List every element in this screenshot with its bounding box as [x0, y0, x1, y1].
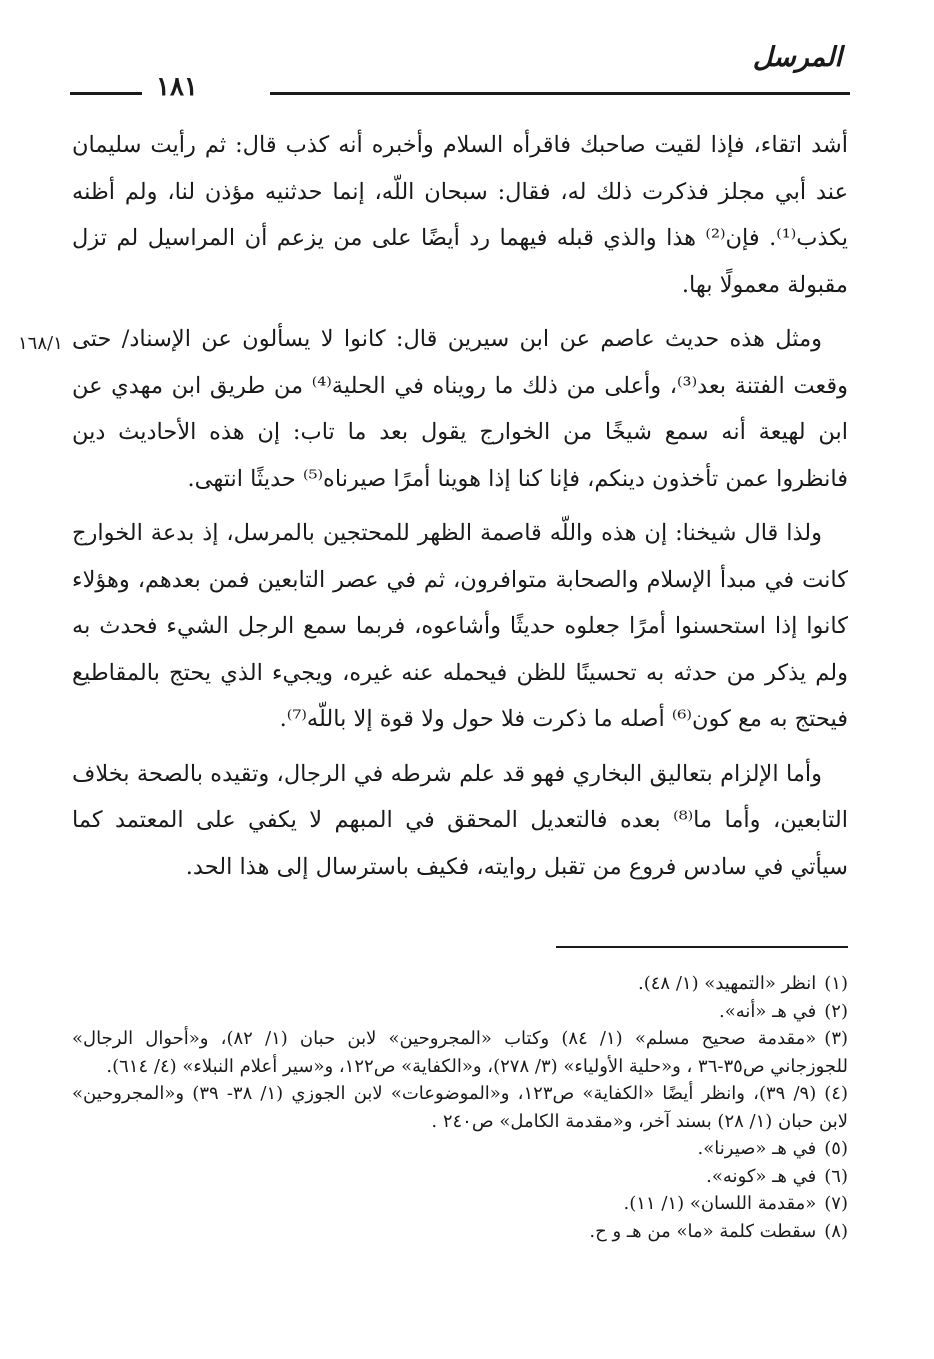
footnote-text: «مقدمة اللسان» (١/ ١١).	[623, 1193, 817, 1214]
footnote-number: (٦)	[824, 1165, 848, 1187]
footnote-3	[72, 1025, 848, 1080]
footnote-4	[72, 1080, 848, 1135]
footnote-text: سقطت كلمة «ما» من هـ و ح.	[589, 1220, 817, 1242]
footnote-number: (٣)	[824, 1028, 849, 1049]
footnote-number: (٢)	[824, 1000, 848, 1022]
paragraph-2: ومثل هذه حديث عاصم عن ابن سيرين قال: كانوا لا يسألون عن الإسناد/ حتى وقعت الفتنة بعد⁽³⁾، وأعلى من ذلك ما رويناه في الحلية⁽⁴⁾ من طريق ابن مهدي عن ابن لهيعة أنه سمع شيخًا من الخوارج يقول بعد ما تاب: إن هذه الأحاديث دين فانظروا عمن تأخذون دينكم، فإنا كنا إذا هوينا أمرًا صيرناه⁽⁵⁾ حديثًا انتهى.	[72, 326, 848, 492]
paragraph-1: أشد اتقاء، فإذا لقيت صاحبك فاقرأه السلام وأخبره أنه كذب قال: ثم رأيت سليمان عند أبي مجلز فذكرت ذلك له، فقال: سبحان اللّه، إنما حدثنيه مؤذن لنا، ولم أظنه يكذب⁽¹⁾. فإن⁽²⁾ هذا والذي قبله فيهما رد أيضًا على من يزعم أن المراسيل لم تزل مقبولة معمولًا بها.	[72, 132, 848, 298]
margin-page-reference: ١٦٨/١	[18, 333, 63, 354]
footnote-number: (١)	[824, 973, 848, 994]
footnote-number: (٥)	[824, 1138, 848, 1159]
footnote-text: انظر «التمهيد» (١/ ٤٨).	[638, 973, 817, 994]
footnote-2	[72, 998, 848, 1026]
footnote-6	[72, 1163, 848, 1191]
page-header	[70, 42, 850, 102]
footnote-text: في هـ «صيرنا».	[697, 1138, 817, 1159]
footnote-separator	[556, 946, 848, 948]
paragraph-4: وأما الإلزام بتعاليق البخاري فهو قد علم شرطه في الرجال، وتقيده بالصحة بخلاف التابعين، وأما ما⁽⁸⁾ بعده فالتعديل المحقق في المبهم لا يكفي على المعتمد كما سيأتي في سادس فروع من تقبل روايته، فكيف باسترسال إلى هذا الحد.	[72, 760, 848, 880]
footnote-number: (٨)	[824, 1220, 848, 1242]
footnote-text: «مقدمة صحيح مسلم» (١/ ٨٤) وكتاب «المجروحين» لابن حبان (١/ ٨٢)، و«أحوال الرجال» للجوزجاني ص٣٥-٣٦ ، و«حلية الأولياء» (٣/ ٢٧٨)، و«الكفاية» ص١٢٢، و«سير أعلام النبلاء» (٤/ ٦١٤).	[72, 1028, 848, 1077]
footnote-8	[72, 1218, 848, 1246]
footnote-5	[72, 1135, 848, 1163]
footnote-text: في هـ «كونه».	[706, 1165, 817, 1187]
footnote-text: (٩/ ٣٩)، وانظر أيضًا «الكفاية» ص١٢٣، و«الموضوعات» لابن الجوزي (١/ ٣٨- ٣٩) و«المجروحين» لابن حبان (١/ ٢٨) بسند آخر، و«مقدمة الكامل» ص٢٤٠ .	[72, 1083, 848, 1132]
footnote-number: (٧)	[824, 1193, 848, 1214]
footnote-text: في هـ «أنه».	[719, 1000, 817, 1022]
footnote-1	[72, 970, 848, 998]
page-number: ١٨١	[156, 72, 198, 102]
header-rule-left	[70, 92, 142, 95]
footnotes	[72, 970, 848, 1245]
running-title: المرسل	[752, 42, 842, 73]
main-text	[72, 122, 848, 898]
header-rule-right	[270, 92, 850, 95]
footnote-7	[72, 1190, 848, 1218]
footnote-number: (٤)	[824, 1083, 848, 1104]
paragraph-3: ولذا قال شيخنا: إن هذه واللّه قاصمة الظهر للمحتجين بالمرسل، إذ بدعة الخوارج كانت في مبدأ الإسلام والصحابة متوافرون، ثم في عصر التابعين فمن بعدهم، وهؤلاء كانوا إذا استحسنوا أمرًا جعلوه حديثًا وأشاعوه، فربما سمع الرجل الشيء فحدث به ولم يذكر من حدثه به تحسينًا للظن فيحمله عنه غيره، ويجيء الذي يحتج بالمقاطيع فيحتج به مع كون⁽⁶⁾ أصله ما ذكرت فلا حول ولا قوة إلا باللّه⁽⁷⁾.	[72, 520, 848, 732]
